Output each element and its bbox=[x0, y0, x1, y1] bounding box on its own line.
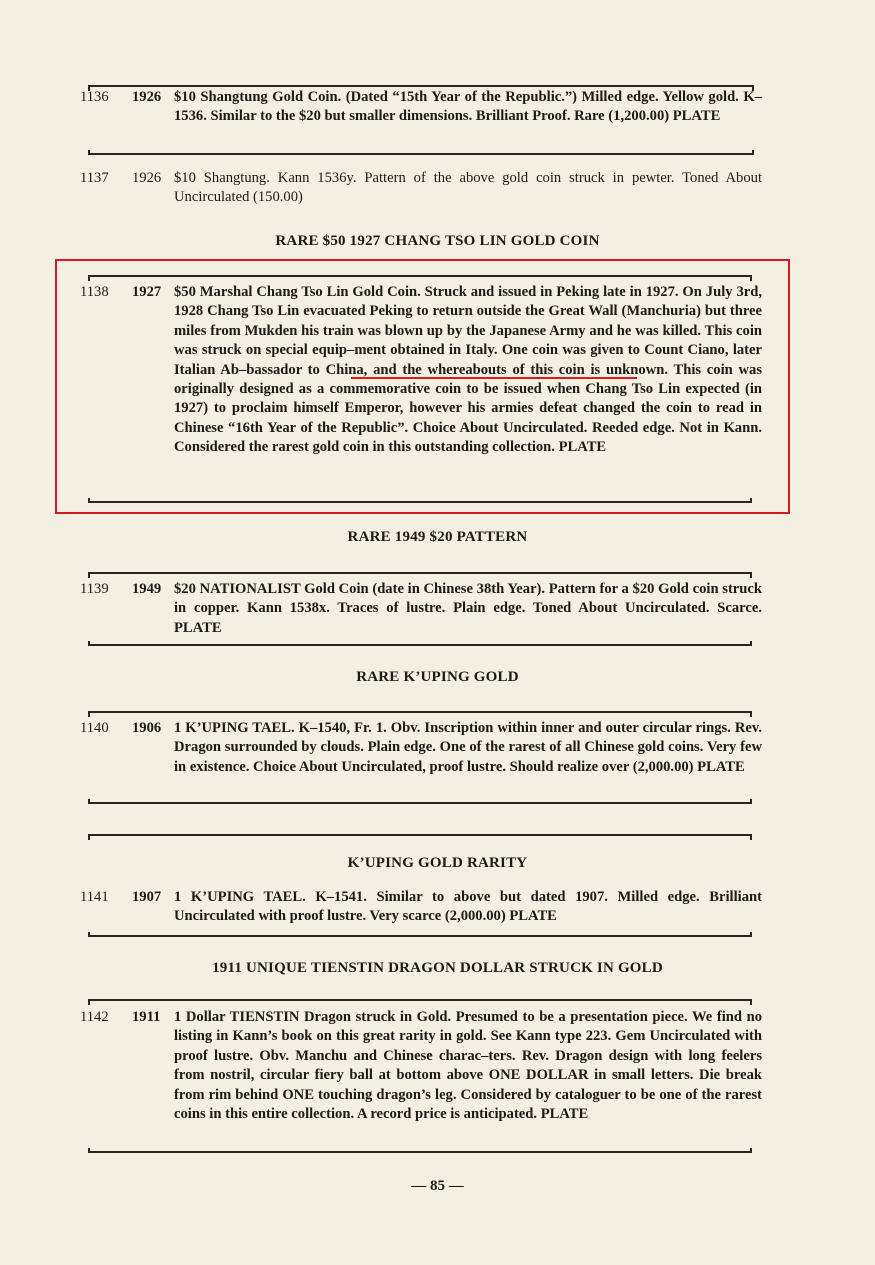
rule-bottom-1142 bbox=[88, 1151, 752, 1153]
lot-description: 1 K’UPING TAEL. K–1541. Similar to above but dated 1907. Milled edge. Brilliant Uncirculated with proof lustre. Very scarce (2,000.00) PLATE bbox=[174, 889, 762, 925]
rule-top-1141 bbox=[88, 834, 752, 836]
lot-description: 1 Dollar TIENSTIN Dragon struck in Gold. Presumed to be a presentation piece. We find no listing in Kann’s book on this great rarity in gold. See Kann type 223. Gem Uncirculated with proof lustre. Obv. Manchu and Chinese charac–ters. Rev. Dragon design with long feelers from nostril, circular fiery ball at bottom above ONE DOLLAR in small letters. Die break from rim behind ONE touching dragon’s leg. Considered by cataloguer to be one of the rarest coins in this entire collection. A record price is anticipated. PLATE bbox=[174, 1009, 762, 1123]
section-heading: RARE 1949 $20 PATTERN bbox=[347, 529, 528, 545]
lot-text-part: $50 Marshal Chang Tso Lin Gold Coin. Struck and issued in Peking late in 1927. On July 3rd, 1928 Chang Tso Lin evacuated Peking to return outside the Great Wall (Manchuria) but three miles from Mukden his train was blown up by the Japanese Army and he was killed. This coin was struck on special equip–ment obtained in Italy. bbox=[174, 284, 762, 359]
lot-year: 1907 bbox=[132, 889, 162, 905]
lot-number: 1136 bbox=[80, 89, 109, 105]
lot-year: 1926 bbox=[132, 89, 162, 105]
lot-description: $10 Shangtung Gold Coin. (Dated “15th Year of the Republic.”) Milled edge. Yellow gold. K–1536. Similar to the $20 but smaller dimensions. Brilliant Proof. Rare (1,200.00) PLATE bbox=[174, 89, 762, 125]
lot-year: 1911 bbox=[132, 1009, 161, 1025]
section-heading: 1911 UNIQUE TIENSTIN DRAGON DOLLAR STRUCK IN GOLD bbox=[212, 960, 663, 976]
lot-number: 1137 bbox=[80, 170, 109, 186]
rule-top-1138 bbox=[88, 275, 752, 277]
rule-bottom-1141 bbox=[88, 935, 752, 937]
lot-year: 1926 bbox=[132, 170, 162, 186]
lot-1136 bbox=[80, 88, 762, 127]
section-heading: K’UPING GOLD RARITY bbox=[347, 855, 528, 871]
lot-description bbox=[174, 283, 762, 458]
section-heading: RARE K’UPING GOLD bbox=[356, 669, 519, 685]
lot-1139 bbox=[80, 580, 762, 638]
rule-top-1139 bbox=[88, 572, 752, 574]
lot-year: 1927 bbox=[132, 284, 162, 300]
lot-1140 bbox=[80, 719, 762, 777]
lot-year: 1949 bbox=[132, 581, 162, 597]
lot-number: 1140 bbox=[80, 720, 109, 736]
lot-1141 bbox=[80, 888, 762, 927]
rule-bottom-1136 bbox=[88, 153, 754, 155]
lot-1137 bbox=[80, 169, 762, 208]
rule-bottom-1140 bbox=[88, 802, 752, 804]
lot-1142 bbox=[80, 1008, 762, 1124]
lot-description: 1 K’UPING TAEL. K–1540, Fr. 1. Obv. Inscription within inner and outer circular rings. Rev. Dragon surrounded by clouds. Plain edge. One of the rarest of all Chinese gold coins. Very few in existence. Choice About Uncirculated, proof lustre. Should realize over (2,000.00) PLATE bbox=[174, 720, 762, 775]
lot-year: 1906 bbox=[132, 720, 162, 736]
rule-top-1136 bbox=[88, 85, 754, 87]
lot-1138 bbox=[80, 283, 762, 458]
lot-number: 1138 bbox=[80, 284, 109, 300]
lot-number: 1141 bbox=[80, 889, 109, 905]
section-heading: RARE $50 1927 CHANG TSO LIN GOLD COIN bbox=[275, 233, 600, 249]
lot-number: 1142 bbox=[80, 1009, 109, 1025]
lot-description: $10 Shangtung. Kann 1536y. Pattern of the above gold coin struck in pewter. Toned About Uncirculated (150.00) bbox=[174, 170, 762, 206]
rule-bottom-1138 bbox=[88, 501, 752, 503]
rule-top-1140 bbox=[88, 711, 752, 713]
rule-bottom-1139 bbox=[88, 644, 752, 646]
page-number: — 85 — bbox=[411, 1178, 464, 1194]
lot-description: $20 NATIONALIST Gold Coin (date in Chinese 38th Year). Pattern for a $20 Gold coin struck in copper. Kann 1538x. Traces of lustre. Plain edge. Toned About Uncirculated. Scarce. PLATE bbox=[174, 581, 762, 636]
rule-top-1142 bbox=[88, 999, 752, 1001]
lot-number: 1139 bbox=[80, 581, 109, 597]
lot-text-part: later Italian Ab–bassador to China, and the whereabouts of this coin is unknown. This coin was originally designed as a commemorative coin to be issued when Chang Tso Lin expected (in 1927) to proclaim himself Emperor, however his armies defeat changed the coin to read in Chinese “16th Year of the Republic”. Choice About Uncirculated. Reeded edge. Not in Kann. Considered the rarest gold coin in this outstanding collection. PLATE bbox=[174, 342, 762, 456]
red-underline bbox=[351, 377, 637, 379]
underlined-text: One coin was given to Count Ciano, bbox=[501, 342, 729, 359]
